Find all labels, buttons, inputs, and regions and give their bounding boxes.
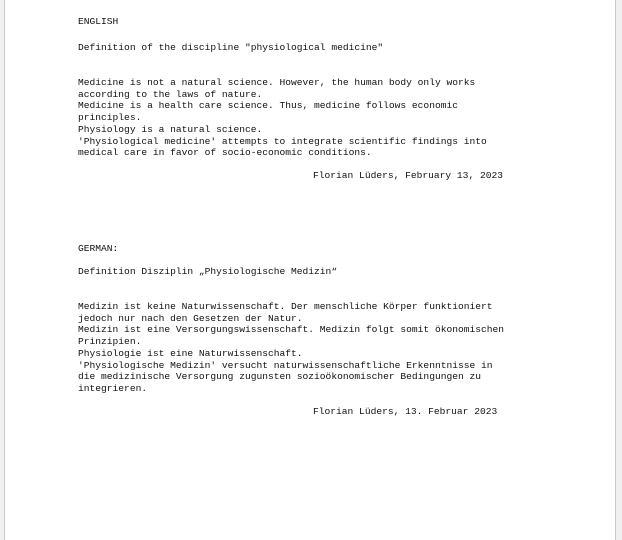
document-page [4,0,616,540]
german-line: 'Physiologische Medizin' versucht naturwissenschaftliche Erkenntnisse in [78,359,493,371]
english-title: Definition of the discipline "physiological medicine" [78,42,384,53]
german-line: Prinzipien. [78,336,142,348]
german-line: Physiologie ist eine Naturwissenschaft. [78,347,303,359]
german-line: jedoch nur nach den Gesetzen der Natur. [78,312,303,324]
german-line: Medizin ist keine Naturwissenschaft. Der menschliche Körper funktioniert [78,301,493,312]
german-title: Definition Disziplin „Physiologische Medizin“ [78,266,338,277]
english-line: Physiology is a natural science. [78,123,263,135]
english-line: according to the laws of nature. [78,88,263,100]
english-line: Medicine is not a natural science. However, the human body only works [78,77,476,88]
english-line: Medicine is a health care science. Thus, medicine follows economic [78,100,458,112]
english-line: 'Physiological medicine' attempts to integrate scientific findings into [78,135,487,147]
english-heading: ENGLISH [78,16,119,27]
english-line: medical care in favor of socio-economic conditions. [78,147,372,159]
german-heading: GERMAN: [78,243,119,254]
german-line: Medizin ist eine Versorgungswissenschaft. Medizin folgt somit ökonomischen [78,324,505,336]
english-line: principles. [78,112,142,124]
german-line: die medizinische Versorgung zugunsten sozioökonomischer Bedingungen zu [78,371,482,383]
german-signature: Florian Lüders, 13. Februar 2023 [313,406,498,417]
english-signature: Florian Lüders, February 13, 2023 [313,170,503,181]
german-line: integrieren. [78,382,148,394]
